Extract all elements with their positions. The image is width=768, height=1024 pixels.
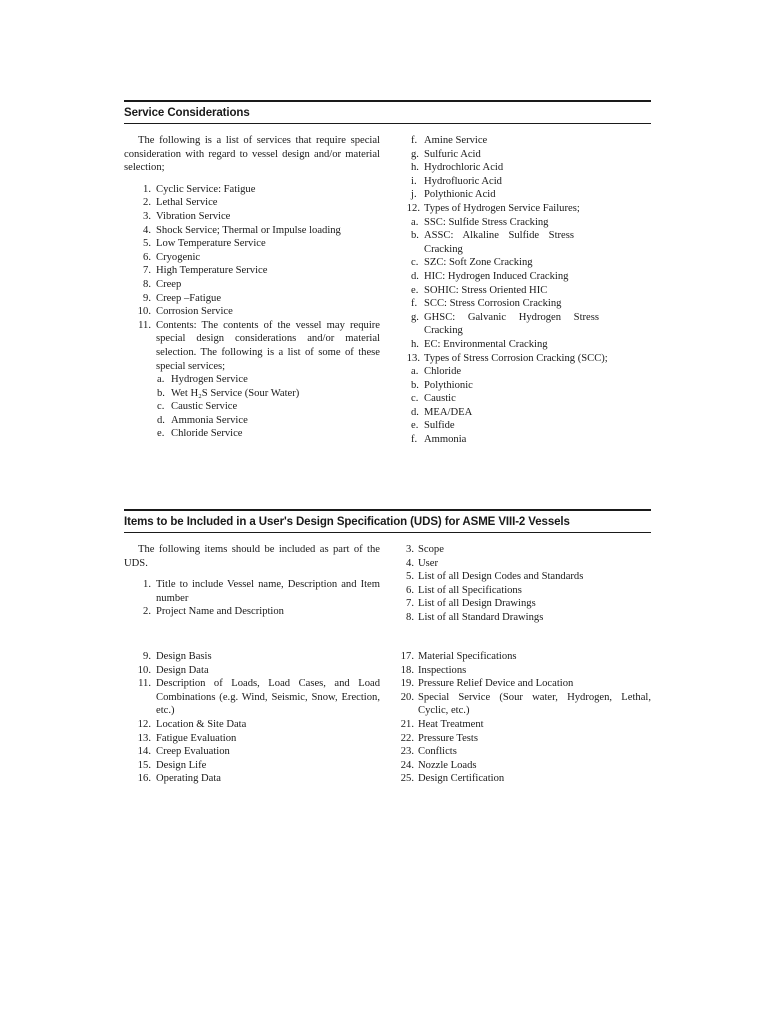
list-item bbox=[124, 319, 380, 373]
item-text: Polythionic bbox=[424, 379, 473, 391]
item-text: Material Specifications bbox=[418, 651, 517, 662]
list-item bbox=[398, 611, 651, 625]
item-number: 11. bbox=[138, 319, 151, 331]
contents-sublist-continued bbox=[404, 134, 651, 202]
item-letter: b. bbox=[157, 387, 165, 399]
section-intro: The following items should be included as part of the UDS. bbox=[124, 544, 380, 569]
item-text: Pressure Relief Device and Location bbox=[418, 678, 574, 690]
sublist-item bbox=[404, 134, 651, 148]
item-number: 6. bbox=[406, 584, 414, 596]
item-text: Corrosion Service bbox=[156, 306, 233, 318]
item-letter: d. bbox=[411, 406, 419, 418]
item-number: 5. bbox=[143, 238, 151, 250]
list-item bbox=[124, 210, 380, 224]
item-letter: a. bbox=[157, 374, 165, 386]
item-text: Types of Hydrogen Service Failures; bbox=[424, 202, 580, 214]
item-text: Ammonia bbox=[424, 434, 467, 446]
item-letter: j. bbox=[411, 189, 417, 201]
item-text: Conflicts bbox=[418, 746, 457, 758]
heading-bottom-rule bbox=[124, 123, 651, 124]
item-text: Project Name and Description bbox=[156, 606, 284, 618]
sublist-item bbox=[404, 256, 651, 270]
item-letter: c. bbox=[157, 401, 165, 413]
item-text: Scope bbox=[418, 544, 444, 555]
sublist-item bbox=[404, 161, 651, 175]
item-text: Caustic Service bbox=[171, 401, 238, 413]
item-number: 10. bbox=[137, 306, 151, 318]
item-text: Hydrofluoric Acid bbox=[424, 175, 502, 187]
item-text: Hydrochloric Acid bbox=[424, 162, 504, 174]
item-text: GHSC: Galvanic Hydrogen Stress Cracking bbox=[424, 311, 599, 337]
item-number: 12. bbox=[137, 718, 151, 730]
item-number: 19. bbox=[400, 678, 414, 690]
item-text: SSC: Sulfide Stress Cracking bbox=[424, 216, 549, 228]
list-item bbox=[398, 732, 651, 746]
sublist-item bbox=[124, 373, 380, 387]
item-text: MEA/DEA bbox=[424, 406, 473, 418]
item-letter: b. bbox=[411, 379, 419, 391]
heading-bottom-rule bbox=[124, 532, 651, 533]
list-item bbox=[404, 202, 651, 216]
sublist-item bbox=[404, 338, 651, 352]
item-text: Chloride bbox=[424, 366, 462, 378]
item-letter: g. bbox=[411, 148, 419, 160]
item-text: Location & Site Data bbox=[156, 718, 247, 730]
service-list-continued bbox=[404, 202, 651, 216]
item-text: List of all Standard Drawings bbox=[418, 611, 544, 623]
item-text: Cryogenic bbox=[156, 251, 201, 263]
section2-right-column bbox=[398, 543, 651, 625]
item-number: 4. bbox=[143, 224, 151, 236]
item-number: 10. bbox=[137, 664, 151, 676]
list-item bbox=[398, 691, 651, 718]
list-item bbox=[124, 237, 380, 251]
item-number: 12. bbox=[406, 202, 420, 214]
sublist-item bbox=[404, 365, 651, 379]
item-text: Polythionic Acid bbox=[424, 189, 496, 201]
item-number: 3. bbox=[143, 210, 151, 222]
list-item bbox=[124, 732, 380, 746]
item-number: 13. bbox=[406, 352, 420, 364]
list-item bbox=[124, 278, 380, 292]
item-number: 9. bbox=[143, 651, 151, 662]
item-letter: i. bbox=[411, 175, 417, 187]
sublist-item bbox=[404, 216, 651, 230]
list-item bbox=[398, 664, 651, 678]
sublist-item bbox=[124, 400, 380, 414]
list-item bbox=[398, 759, 651, 773]
list-item bbox=[124, 759, 380, 773]
item-text: Wet H₂S Service (Sour Water) bbox=[171, 387, 300, 399]
list-item bbox=[124, 718, 380, 732]
item-text: Types of Stress Corrosion Cracking (SCC); bbox=[424, 352, 608, 364]
item-text: HIC: Hydrogen Induced Cracking bbox=[424, 270, 569, 282]
item-text: ASSC: Alkaline Sulfide Stress Cracking bbox=[424, 230, 574, 255]
item-number: 2. bbox=[143, 606, 151, 618]
item-number: 2. bbox=[143, 197, 151, 209]
item-text: Design Basis bbox=[156, 651, 212, 662]
item-number: 7. bbox=[406, 598, 414, 610]
section1-right-column bbox=[404, 134, 651, 447]
list-item bbox=[398, 650, 651, 664]
sublist-item bbox=[404, 379, 651, 393]
item-text: Contents: The contents of the vessel may require special design considerations and/or material selection. The following is a list of some of these special services; bbox=[156, 319, 380, 372]
section-intro: The following is a list of services that require special consideration with regard to vessel design and/or material selection; bbox=[124, 135, 380, 174]
uds-list-continued bbox=[398, 543, 651, 625]
section1-left-column bbox=[124, 134, 380, 441]
item-letter: d. bbox=[157, 414, 165, 426]
item-letter: g. bbox=[411, 311, 419, 323]
item-text: Creep –Fatigue bbox=[156, 292, 222, 304]
sublist-item bbox=[124, 387, 380, 401]
list-item bbox=[124, 745, 380, 759]
item-letter: c. bbox=[411, 257, 419, 269]
list-item bbox=[124, 650, 380, 664]
item-text: SCC: Stress Corrosion Cracking bbox=[424, 298, 562, 310]
item-number: 8. bbox=[143, 278, 151, 290]
item-number: 6. bbox=[143, 251, 151, 263]
item-text: Design Data bbox=[156, 664, 209, 676]
section2-left-column bbox=[124, 543, 380, 619]
sublist-item bbox=[124, 427, 380, 441]
item-number: 15. bbox=[137, 759, 151, 771]
sublist-item bbox=[404, 175, 651, 189]
uds-list-lower-right bbox=[398, 650, 651, 786]
list-item bbox=[124, 196, 380, 210]
list-item bbox=[398, 584, 651, 598]
service-considerations-heading-block bbox=[124, 100, 651, 124]
item-number: 5. bbox=[406, 571, 414, 583]
list-item bbox=[398, 597, 651, 611]
uds-list bbox=[124, 578, 380, 619]
item-number: 8. bbox=[406, 611, 414, 623]
item-text: Chloride Service bbox=[171, 428, 243, 440]
list-item bbox=[124, 664, 380, 678]
sublist-item bbox=[404, 419, 651, 433]
sublist-item bbox=[404, 270, 651, 284]
sublist-item bbox=[404, 297, 651, 311]
sublist-item bbox=[404, 188, 651, 202]
list-item bbox=[398, 718, 651, 732]
item-number: 1. bbox=[143, 579, 151, 591]
item-text: List of all Specifications bbox=[418, 584, 522, 596]
item-text: List of all Design Drawings bbox=[418, 598, 536, 610]
item-letter: f. bbox=[411, 434, 418, 446]
item-number: 25. bbox=[400, 773, 414, 785]
item-letter: h. bbox=[411, 338, 419, 350]
item-text: Design Certification bbox=[418, 773, 505, 785]
item-letter: b. bbox=[411, 230, 419, 242]
item-number: 24. bbox=[400, 759, 414, 771]
list-item bbox=[398, 745, 651, 759]
list-item bbox=[124, 578, 380, 605]
sublist-item bbox=[404, 406, 651, 420]
section-title: Items to be Included in a User's Design Specification (UDS) for ASME VIII-2 Vessels bbox=[124, 516, 570, 528]
item-number: 4. bbox=[406, 557, 414, 569]
list-item bbox=[124, 605, 380, 619]
item-number: 22. bbox=[400, 732, 414, 744]
item-text: User bbox=[418, 557, 439, 569]
item-text: High Temperature Service bbox=[156, 265, 268, 277]
section2-lower-right-column bbox=[398, 650, 651, 786]
hydrogen-failures-sublist bbox=[404, 216, 651, 352]
item-number: 18. bbox=[400, 664, 414, 676]
section2-lower-left-column bbox=[124, 650, 380, 786]
item-letter: d. bbox=[411, 270, 419, 282]
item-letter: e. bbox=[411, 284, 419, 296]
item-text: List of all Design Codes and Standards bbox=[418, 571, 584, 583]
item-text: Cyclic Service: Fatigue bbox=[156, 183, 256, 195]
item-number: 13. bbox=[137, 732, 151, 744]
item-text: Design Life bbox=[156, 759, 207, 771]
uds-list-lower-left bbox=[124, 650, 380, 786]
item-number: 21. bbox=[400, 718, 414, 730]
item-letter: a. bbox=[411, 216, 419, 228]
item-letter: c. bbox=[411, 393, 419, 405]
list-item bbox=[124, 224, 380, 238]
item-text: Fatigue Evaluation bbox=[156, 732, 237, 744]
item-letter: h. bbox=[411, 162, 419, 174]
item-number: 23. bbox=[400, 746, 414, 758]
list-item bbox=[398, 772, 651, 786]
sublist-item bbox=[404, 392, 651, 406]
contents-sublist bbox=[124, 373, 380, 441]
item-number: 1. bbox=[143, 183, 151, 195]
item-number: 17. bbox=[400, 651, 414, 662]
item-text: Lethal Service bbox=[156, 197, 218, 209]
service-list bbox=[124, 183, 380, 373]
item-text: Nozzle Loads bbox=[418, 759, 477, 771]
item-text: Creep Evaluation bbox=[156, 746, 230, 758]
item-text: Pressure Tests bbox=[418, 732, 478, 744]
item-letter: a. bbox=[411, 366, 419, 378]
item-number: 3. bbox=[406, 544, 414, 555]
item-text: Ammonia Service bbox=[171, 414, 248, 426]
item-text: Inspections bbox=[418, 664, 467, 676]
list-item bbox=[124, 677, 380, 718]
item-number: 20. bbox=[400, 691, 414, 703]
item-text: Hydrogen Service bbox=[171, 374, 248, 386]
list-item bbox=[398, 570, 651, 584]
item-text: EC: Environmental Cracking bbox=[424, 338, 548, 350]
item-text: Sulfide bbox=[424, 420, 455, 432]
list-item bbox=[404, 352, 651, 366]
list-item bbox=[398, 677, 651, 691]
list-item bbox=[124, 772, 380, 786]
item-text: Low Temperature Service bbox=[156, 238, 266, 250]
list-item bbox=[124, 251, 380, 265]
item-number: 16. bbox=[137, 773, 151, 785]
sublist-item bbox=[404, 433, 651, 447]
item-text: Heat Treatment bbox=[418, 718, 484, 730]
list-item bbox=[124, 183, 380, 197]
item-number: 7. bbox=[143, 265, 151, 277]
item-letter: e. bbox=[411, 420, 419, 432]
item-letter: f. bbox=[411, 298, 418, 310]
service-list-continued-2 bbox=[404, 352, 651, 366]
item-text: Vibration Service bbox=[156, 210, 231, 222]
item-text: Amine Service bbox=[424, 135, 488, 146]
item-text: Caustic bbox=[424, 393, 456, 405]
list-item bbox=[124, 292, 380, 306]
item-letter: f. bbox=[411, 135, 418, 146]
item-text: Creep bbox=[156, 278, 182, 290]
sublist-item bbox=[124, 414, 380, 428]
sublist-item bbox=[404, 229, 651, 256]
item-text: SOHIC: Stress Oriented HIC bbox=[424, 284, 548, 296]
sublist-item bbox=[404, 284, 651, 298]
scc-types-sublist bbox=[404, 365, 651, 447]
item-text: Title to include Vessel name, Description and Item number bbox=[156, 579, 380, 604]
sublist-item bbox=[404, 311, 651, 338]
list-item bbox=[124, 305, 380, 319]
item-number: 14. bbox=[137, 746, 151, 758]
item-text: Sulfuric Acid bbox=[424, 148, 481, 160]
item-text: Operating Data bbox=[156, 773, 222, 785]
uds-heading-block bbox=[124, 509, 651, 533]
item-text: Special Service (Sour water, Hydrogen, Lethal, Cyclic, etc.) bbox=[418, 691, 651, 717]
list-item bbox=[124, 264, 380, 278]
item-text: SZC: Soft Zone Cracking bbox=[424, 257, 533, 269]
sublist-item bbox=[404, 148, 651, 162]
item-text: Description of Loads, Load Cases, and Load Combinations (e.g. Wind, Seismic, Snow, Erection, etc.) bbox=[156, 678, 380, 717]
list-item bbox=[398, 543, 651, 557]
list-item bbox=[398, 557, 651, 571]
item-letter: e. bbox=[157, 428, 165, 440]
item-number: 11. bbox=[138, 678, 151, 690]
item-number: 9. bbox=[143, 292, 151, 304]
item-text: Shock Service; Thermal or Impulse loading bbox=[156, 224, 341, 236]
section-title: Service Considerations bbox=[124, 107, 250, 119]
